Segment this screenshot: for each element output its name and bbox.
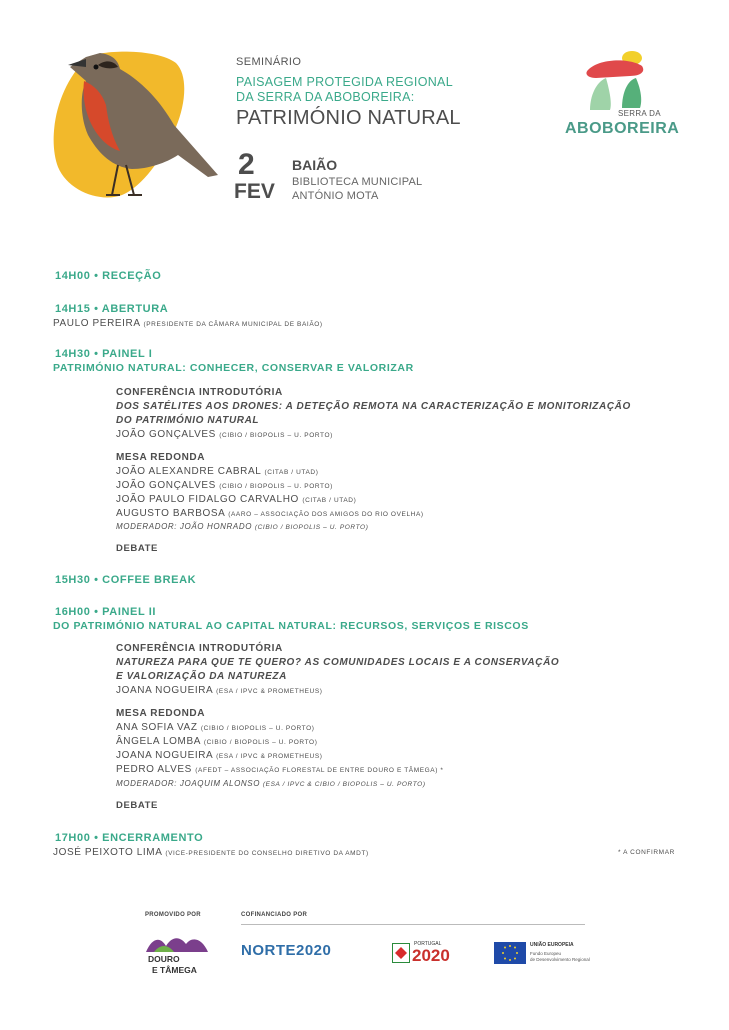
footer-divider bbox=[241, 924, 585, 925]
conf-2-affiliation: (ESA / IPVC & PROMETHEUS) bbox=[216, 688, 323, 695]
mesa-1-moderator-affiliation: (CIBIO / BIOPOLIS – U. PORTO) bbox=[254, 524, 369, 531]
location-place: BAIÃO bbox=[292, 157, 338, 173]
douro-tamega-logo bbox=[142, 932, 212, 978]
mesa-2-affiliation: (CIBIO / BIOPOLIS – U. PORTO) bbox=[203, 739, 318, 746]
date-day: 2 bbox=[238, 148, 255, 181]
eu-flag-icon bbox=[494, 942, 526, 964]
mesa-2-name: PEDRO ALVES bbox=[116, 764, 192, 775]
mesa-1-affiliation: (CITAB / UTAD) bbox=[302, 497, 357, 504]
mesa-2-moderator-affiliation: (ESA / IPVC & CIBIO / BIOPOLIS – U. PORTO) bbox=[262, 781, 426, 788]
seminar-label: SEMINÁRIO bbox=[236, 56, 302, 68]
mesa-1-name: JOÃO ALEXANDRE CABRAL bbox=[116, 466, 262, 477]
bird-illustration bbox=[48, 45, 223, 205]
mesa-1-row bbox=[116, 480, 333, 491]
mesa-1-name: JOÃO GONÇALVES bbox=[116, 480, 216, 491]
mesa-1-affiliation: (CIBIO / BIOPOLIS – U. PORTO) bbox=[219, 483, 333, 490]
title-line-2: DA SERRA DA ABOBOREIRA: bbox=[236, 90, 415, 104]
item-painel-1: 14H30 • PAINEL I bbox=[55, 348, 153, 360]
venue-line-2: ANTÓNIO MOTA bbox=[292, 190, 379, 202]
douro-text: DOURO bbox=[148, 954, 180, 964]
norte2020-logo: NORTE2020 bbox=[241, 942, 332, 959]
mesa-2-name: ÂNGELA LOMBA bbox=[116, 736, 201, 747]
debate-2: DEBATE bbox=[116, 800, 158, 811]
painel-2-subtitle: DO PATRIMÓNIO NATURAL AO CAPITAL NATURAL: RECURSOS, SERVIÇOS E RISCOS bbox=[53, 620, 529, 632]
mesa-2-moderator-row bbox=[116, 779, 426, 788]
mesa-1-row bbox=[116, 466, 318, 477]
painel-1-subtitle: PATRIMÓNIO NATURAL: CONHECER, CONSERVAR E VALORIZAR bbox=[53, 362, 414, 374]
conf-1-heading: CONFERÊNCIA INTRODUTÓRIA bbox=[116, 387, 283, 398]
conf-1-affiliation: (CIBIO / BIOPOLIS – U. PORTO) bbox=[219, 432, 333, 439]
conf-1-speaker-row bbox=[116, 429, 333, 440]
mesa-2-affiliation: (CIBIO / BIOPOLIS – U. PORTO) bbox=[200, 725, 315, 732]
mesa-2-affiliation: (ESA / IPVC & PROMETHEUS) bbox=[216, 753, 323, 760]
p2020-text: 2020 bbox=[412, 946, 450, 965]
eu-logo bbox=[494, 940, 594, 968]
encerramento-affiliation: (VICE-PRESIDENTE DO CONSELHO DIRETIVO DA AMDT) bbox=[165, 850, 369, 857]
logo-big-text: ABOBOREIRA bbox=[565, 120, 680, 137]
debate-1: DEBATE bbox=[116, 543, 158, 554]
logo-small-text: SERRA DA bbox=[618, 109, 661, 118]
item-encerramento: 17H00 • ENCERRAMENTO bbox=[55, 832, 204, 844]
conf-2-speaker: JOANA NOGUEIRA bbox=[116, 685, 213, 696]
title-main: PATRIMÓNIO NATURAL bbox=[236, 107, 461, 129]
conf-2-heading: CONFERÊNCIA INTRODUTÓRIA bbox=[116, 643, 283, 654]
cofinanciado-label: COFINANCIADO POR bbox=[241, 912, 308, 918]
mesa-1-row bbox=[116, 494, 356, 505]
portugal-text: PORTUGAL bbox=[414, 941, 442, 947]
a-confirmar-note: * A CONFIRMAR bbox=[618, 849, 675, 856]
encerramento-speaker-row bbox=[53, 847, 369, 858]
venue-line-1: BIBLIOTECA MUNICIPAL bbox=[292, 176, 423, 188]
item-coffee-break: 15H30 • COFFEE BREAK bbox=[55, 574, 197, 586]
mesa-2-affiliation: (AFEDT – ASSOCIAÇÃO FLORESTAL DE ENTRE DOURO E TÂMEGA) * bbox=[195, 767, 444, 774]
item-painel-2: 16H00 • PAINEL II bbox=[55, 606, 157, 618]
conf-1-title-1: DOS SATÉLITES AOS DRONES: A DETEÇÃO REMOTA NA CARACTERIZAÇÃO E MONITORIZAÇÃO bbox=[116, 401, 631, 412]
mesa-2-name: ANA SOFIA VAZ bbox=[116, 722, 198, 733]
abertura-speaker: PAULO PEREIRA bbox=[53, 318, 141, 329]
portugal2020-logo bbox=[392, 940, 462, 968]
mesa-1-affiliation: (CITAB / UTAD) bbox=[264, 469, 319, 476]
conf-2-title-2: E VALORIZAÇÃO DA NATUREZA bbox=[116, 671, 287, 682]
promovido-label: PROMOVIDO POR bbox=[145, 912, 201, 918]
conf-1-title-2: DO PATRIMÓNIO NATURAL bbox=[116, 415, 260, 426]
abertura-affiliation: (PRESIDENTE DA CÂMARA MUNICIPAL DE BAIÃO) bbox=[143, 321, 323, 328]
mesa-1-heading: MESA REDONDA bbox=[116, 452, 206, 463]
conf-2-speaker-row bbox=[116, 685, 323, 696]
fundo-text-2: de Desenvolvimento Regional bbox=[530, 957, 590, 962]
conf-1-speaker: JOÃO GONÇALVES bbox=[116, 429, 216, 440]
item-abertura: 14H15 • ABERTURA bbox=[55, 303, 169, 315]
mesa-1-name: AUGUSTO BARBOSA bbox=[116, 508, 225, 519]
mesa-1-affiliation: (AARO – ASSOCIAÇÃO DOS AMIGOS DO RIO OVELHA) bbox=[228, 511, 424, 518]
mesa-2-row bbox=[116, 750, 323, 761]
fundo-text-1: Fundo Europeu bbox=[530, 951, 562, 956]
date-month: FEV bbox=[234, 180, 275, 203]
tamega-text: E TÂMEGA bbox=[152, 965, 197, 975]
mesa-2-heading: MESA REDONDA bbox=[116, 708, 206, 719]
aboboreira-logo bbox=[560, 48, 690, 143]
mesa-1-moderator-row bbox=[116, 522, 368, 531]
mesa-1-row bbox=[116, 508, 424, 519]
mesa-2-moderator: MODERADOR: JOAQUIM ALONSO bbox=[116, 779, 261, 788]
item-rececao: 14H00 • RECEÇÃO bbox=[55, 270, 162, 282]
encerramento-speaker: JOSÉ PEIXOTO LIMA bbox=[53, 847, 162, 858]
mesa-2-row bbox=[116, 736, 317, 747]
mesa-2-row bbox=[116, 722, 315, 733]
mesa-2-name: JOANA NOGUEIRA bbox=[116, 750, 213, 761]
abertura-speaker-row bbox=[53, 318, 323, 329]
mesa-1-name: JOÃO PAULO FIDALGO CARVALHO bbox=[116, 494, 299, 505]
mesa-1-moderator: MODERADOR: JOÃO HONRADO bbox=[116, 522, 253, 531]
ue-text: UNIÃO EUROPEIA bbox=[530, 942, 574, 948]
title-line-1: PAISAGEM PROTEGIDA REGIONAL bbox=[236, 75, 453, 89]
conf-2-title-1: NATUREZA PARA QUE TE QUERO? AS COMUNIDADES LOCAIS E A CONSERVAÇÃO bbox=[116, 657, 560, 668]
mesa-2-row bbox=[116, 764, 444, 775]
